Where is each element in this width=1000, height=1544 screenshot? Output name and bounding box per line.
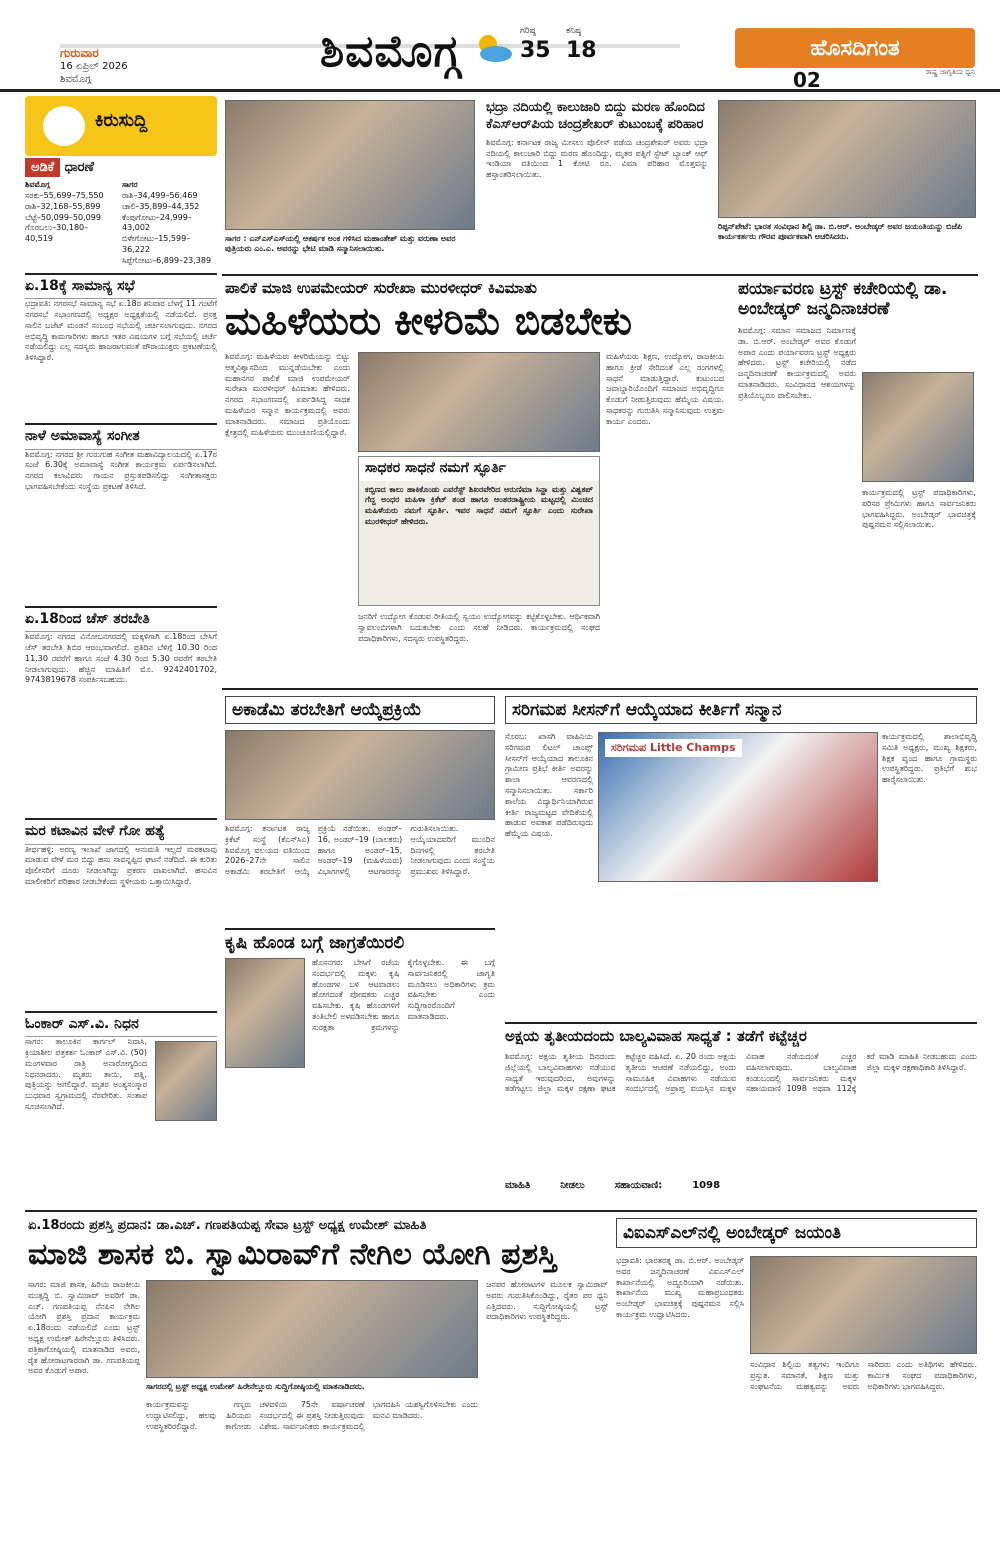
academy-body: ಶಿವಮೊಗ್ಗ: ಕರ್ನಾಟಕ ರಾಜ್ಯ ಕ್ರಿಕೆಟ್ ಸಂಸ್ಥೆ (ಕೆಎಸ್‌ಸಿಎ) ಶಿವಮೊಗ್ಗ ವಲಯದ ವತಿಯಿಂದ 2026–27ನೇ ಸಾಲಿನ ಅಕಾಡೆಮಿ ತರಬೇತಿಗೆ ಆಯ್ಕೆ ಪ್ರಕ್ರಿಯೆ ನಡೆಯಿತು. ಅಂಡರ್–16, ಅಂಡರ್–19 (ಬಾಲಕರು) ಹಾಗೂ ಅಂಡರ್–15, ಅಂಡರ್–19 (ಮಹಿಳೆಯರು) ವಿಭಾಗಗಳಲ್ಲಿ ಆಟಗಾರರನ್ನು ಗುರುತಿಸಲಾಯಿತು. ಆಯ್ಕೆಯಾದವರಿಗೆ ಮುಂದಿನ ದಿನಗಳಲ್ಲಿ ತರಬೇತಿ ನೀಡಲಾಗುವುದು ಎಂದು ಸಂಸ್ಥೆಯ ಪ್ರಮುಖರು ತಿಳಿಸಿದ್ದಾರೆ.	[225, 824, 495, 877]
kiru-suddi-title: ಕಿರುಸುದ್ದಿ	[95, 110, 148, 131]
temp-max: ಗರಿಷ್ಠ 35	[520, 26, 551, 64]
adike-title: ಧಾರಣೆ	[64, 160, 94, 175]
top-story	[486, 100, 708, 236]
award-body-c: ಜನಪರ ಹೋರಾಟಗಳ ಮೂಲಕ ಸ್ವಾಮಿರಾವ್ ಅವರು ಗುರುತಿಸಿಕೊಂಡಿದ್ದು, ರೈತರ ಪರ ಧ್ವನಿ ಎತ್ತಿದವರು. ಸುದ್ದಿಗೋಷ್ಠಿಯಲ್ಲಿ ಟ್ರಸ್ಟ್ ಪದಾಧಿಕಾರಿಗಳು ಉಪಸ್ಥಿತರಿದ್ದರು.	[486, 1280, 608, 1322]
obituary-photo	[155, 1041, 217, 1121]
brand-logo: ಹೊಸದಿಗಂತ	[735, 28, 975, 68]
academy-headline-box	[225, 696, 495, 724]
lead-body-c: ಜನರಿಗೆ ಉದ್ಯೋಗ ಕೊಡುವ ರೀತಿಯಲ್ಲಿ ಸ್ವಯಂ ಉದ್ಯೋಗವನ್ನು ಕಟ್ಟಿಕೊಳ್ಳಬೇಕು. ಆರ್ಥಿಕವಾಗಿ ಸ್ವಾವಲಂಬಿಗಳಾಗಿ ಬದುಕಬೇಕು ಎಂದು ಸಲಹೆ ನೀಡಿದರು. ಕಾರ್ಯಕ್ರಮದಲ್ಲಿ ಸಂಘದ ಪದಾಧಿಕಾರಿಗಳು, ಸದಸ್ಯರು ಉಪಸ್ಥಿತರಿದ್ದರು.	[358, 612, 600, 643]
price-row: ಚಾಲಿ–35,899–44,352	[122, 201, 200, 211]
prices-head-a: ಶಿವಮೊಗ್ಗ	[25, 180, 50, 190]
visl-photo	[750, 1256, 977, 1354]
city: ಶಿವಮೊಗ್ಗ	[60, 73, 92, 85]
brand-block	[735, 28, 975, 92]
sa-re-photo	[598, 732, 878, 882]
sa-re-headline: ಸರಿಗಮಪ ಸೀಸನ್‌ಗೆ ಆಯ್ಕೆಯಾದ ಕೀರ್ತಿಗೆ ಸನ್ಮಾನ	[512, 700, 782, 720]
visl-body-b: ಸಂವಿಧಾನ ಶಿಲ್ಪಿಯ ತತ್ವಗಳು ಇಂದಿಗೂ ಪ್ರಸ್ತುತ. ಸಮಾನತೆ, ಶಿಕ್ಷಣ ಮತ್ತು ಸಂಘಟನೆಯ ಮಹತ್ವವನ್ನು ಅವರು ಸಾರಿದರು ಎಂದು ಅತಿಥಿಗಳು ಹೇಳಿದರು. ಕಾರ್ಮಿಕ ಸಂಘದ ಪದಾಧಿಕಾರಿಗಳು, ಅಧಿಕಾರಿಗಳು ಭಾಗವಹಿಸಿದ್ದರು.	[750, 1360, 977, 1391]
award-kicker: ಏ.18ರಂದು ಪ್ರಶಸ್ತಿ ಪ್ರದಾನ: ಡಾ.ಎಚ್. ಗಣಪತಿಯಪ್ಪ ಸೇವಾ ಟ್ರಸ್ಟ್ ಅಧ್ಯಕ್ಷ ಉಮೇಶ್ ಮಾಹಿತಿ	[28, 1218, 427, 1233]
visl-body-a: ಭದ್ರಾವತಿ: ಭಾರತರತ್ನ ಡಾ. ಬಿ.ಆರ್. ಅಂಬೇಡ್ಕರ್ ಅವರ ಜನ್ಮದಿನಾಚರಣೆ ವಿಐಎಸ್‌ಎಲ್ ಕಾರ್ಖಾನೆಯಲ್ಲಿ ಅದ್ದೂರಿಯಾಗಿ ನಡೆಯಿತು. ಕಾರ್ಖಾನೆಯ ಮುಖ್ಯ ಮಹಾಪ್ರಬಂಧಕರು ಅಂಬೇಡ್ಕರ್ ಭಾವಚಿತ್ರಕ್ಕೆ ಪುಷ್ಪನಮನ ಸಲ್ಲಿಸಿ ಕಾರ್ಯಕ್ರಮ ಉದ್ಘಾಟಿಸಿದರು.	[616, 1256, 744, 1319]
date: 16 ಏಪ್ರಿಲ್ 2026	[60, 61, 128, 72]
academy-headline: ಅಕಾಡೆಮಿ ತರಬೇತಿಗೆ ಆಯ್ಕೆಪ್ರಕ್ರಿಯೆ	[232, 700, 422, 720]
page-number: 02	[793, 68, 821, 92]
quote-box	[358, 456, 600, 606]
divider	[25, 1210, 977, 1212]
award-caption: ಸಾಗರದಲ್ಲಿ ಟ್ರಸ್ಟ್ ಅಧ್ಯಕ್ಷ ಉಮೇಶ್ ಹಿರೇನೆಲ್ಲೂರು ಸುದ್ದಿಗೋಷ್ಠಿಯಲ್ಲಿ ಮಾತನಾಡಿದರು.	[146, 1382, 365, 1391]
hand-icon	[43, 106, 85, 146]
temp-min: ಕನಿಷ್ಠ 18	[566, 26, 597, 64]
news4-body: ತೀರ್ಥಹಳ್ಳಿ: ಅರಣ್ಯ ಇಲಾಖೆ ಜಾಗದಲ್ಲಿ ಅನುಮತಿ ಇಲ್ಲದೆ ಮರಕಟಾವು ಮಾಡುವ ವೇಳೆ ಮರ ಬಿದ್ದು ಹಸು ಸಾವನ್ನಪ್ಪಿದ ಘಟನೆ ನಡೆದಿದೆ. ಈ ಕುರಿತು ಪೊಲೀಸರಿಗೆ ದೂರು ನೀಡಲಾಗಿದ್ದು ಪ್ರಕರಣ ದಾಖಲಾಗಿದೆ. ಹಸುವಿನ ಮಾಲೀಕರಿಗೆ ಪರಿಹಾರ ನೀಡಬೇಕೆಂದು ಸ್ಥಳೀಯರು ಒತ್ತಾಯಿಸಿದ್ದಾರೆ.	[25, 844, 217, 887]
top-photo-1	[225, 100, 475, 230]
top-photo-3	[718, 100, 976, 218]
price-row: ಕೆಂಪುಗೋಟು–24,999–43,002	[122, 212, 192, 233]
lead-photo	[358, 352, 600, 452]
price-row: ಬಿಳೇಗೋಟು–15,599–36,222	[122, 234, 191, 255]
academy-photo	[225, 730, 495, 820]
arecanut-prices	[25, 180, 217, 266]
adike-tag: ಅಡಿಕೆ	[25, 158, 60, 177]
kiru-suddi-banner	[25, 96, 217, 156]
krishi-photo	[225, 958, 305, 1068]
news3-title: ಏ.18ರಿಂದ ಚೆಸ್ ತರಬೇತಿ	[25, 606, 217, 633]
news1-title: ಏ.18ಕ್ಕೆ ಸಾಮಾನ್ಯ ಸಭೆ	[25, 273, 217, 300]
adike-header	[25, 160, 217, 176]
lead-body-b: ಮಹಿಳೆಯರು ಶಿಕ್ಷಣ, ಉದ್ಯೋಗ, ರಾಜಕೀಯ ಹಾಗೂ ಕ್ರೀಡೆ ಸೇರಿದಂತೆ ಎಲ್ಲ ರಂಗಗಳಲ್ಲಿ ಸಾಧನೆ ಮಾಡುತ್ತಿದ್ದಾರೆ. ಕುಟುಂಬದ ಜವಾಬ್ದಾರಿಯೊಂದಿಗೆ ಸಮಾಜದ ಅಭಿವೃದ್ಧಿಗೂ ಕೊಡುಗೆ ನೀಡುತ್ತಿರುವುದು ಹೆಮ್ಮೆಯ ವಿಷಯ. ಸಾಧಕರನ್ನು ಗುರುತಿಸಿ ಸನ್ಮಾನಿಸುವುದು ಉತ್ತಮ ಕಾರ್ಯ ಎಂದರು.	[606, 352, 724, 426]
krishi-body: ಹೊಸನಗರ: ಬೇಸಿಗೆ ರಜೆಯ ಸಂದರ್ಭದಲ್ಲಿ ಮಕ್ಕಳು ಕೃಷಿ ಹೊಂಡಗಳ ಬಳಿ ಆಟವಾಡಲು ಹೋಗದಂತೆ ಪೋಷಕರು ಎಚ್ಚರ ವಹಿಸಬೇಕು. ಕೃಷಿ ಹೊಂಡಗಳಿಗೆ ತಂತಿಬೇಲಿ ಅಳವಡಿಸಬೇಕು ಹಾಗೂ ಸುರಕ್ಷತಾ ಕ್ರಮಗಳನ್ನು ಕೈಗೊಳ್ಳಬೇಕು. ಈ ಬಗ್ಗೆ ಸಾರ್ವಜನಿಕರಲ್ಲಿ ಜಾಗೃತಿ ಮೂಡಿಸಲು ಅಧಿಕಾರಿಗಳು ಕ್ರಮ ವಹಿಸಬೇಕು ಎಂದು ಸುದ್ದಿಗಾರರೊಂದಿಗೆ ಮಾತನಾಡಿದರು.	[312, 958, 495, 1032]
award-headline: ಮಾಜಿ ಶಾಸಕ ಬಿ. ಸ್ವಾಮಿರಾವ್‌ಗೆ ನೇಗಿಲ ಯೋಗಿ ಪ್ರಶಸ್ತಿ	[28, 1237, 557, 1272]
news2-title: ನಾಳೆ ಅಮಾವಾಸ್ಯೆ ಸಂಗೀತ	[25, 423, 217, 450]
visl-headline-box	[616, 1218, 977, 1248]
divider	[222, 688, 978, 690]
left-column	[25, 96, 217, 1297]
prices-col-a	[25, 180, 114, 266]
price-row: ಸಿಪ್ಪೆಗೋಟು–6,899–23,389	[122, 255, 212, 265]
env-photo	[862, 372, 974, 482]
child-helpline	[505, 1180, 977, 1193]
env-body-b: ಕಾರ್ಯಕ್ರಮದಲ್ಲಿ ಟ್ರಸ್ಟ್ ಪದಾಧಿಕಾರಿಗಳು, ಪರಿಸರ ಪ್ರೇಮಿಗಳು ಹಾಗೂ ಸಾರ್ವಜನಿಕರು ಭಾಗವಹಿಸಿದ್ದರು. ಅಂಬೇಡ್ಕರ್ ಭಾವಚಿತ್ರಕ್ಕೆ ಪುಷ್ಪನಮನ ಸಲ್ಲಿಸಲಾಯಿತು.	[862, 488, 976, 530]
price-row: ಗೊರಬಲು–30,180–40,519	[25, 223, 89, 244]
award-body-b: ಕಾರ್ಯಕ್ರಮವನ್ನು ಗಣ್ಯರು ಉದ್ಘಾಟಿಸಲಿದ್ದು, ಹಲವು ಹಿರಿಯರು ಉಪಸ್ಥಿತರಿರಲಿದ್ದಾರೆ. ಕಾಗೋಡು ಚಳವಳಿಯ 75ನೇ ವರ್ಷಾಚರಣೆ ಸಂದರ್ಭದಲ್ಲಿ ಈ ಪ್ರಶಸ್ತಿ ನೀಡುತ್ತಿರುವುದು ವಿಶೇಷ. ಸಾರ್ವಜನಿಕರು ಕಾರ್ಯಕ್ರಮದಲ್ಲಿ ಭಾಗವಹಿಸಿ ಯಶಸ್ವಿಗೊಳಿಸಬೇಕು ಎಂದು ಮನವಿ ಮಾಡಿದರು.	[146, 1400, 478, 1431]
child-headline: ಅಕ್ಷಯ ತೃತೀಯದಂದು ಬಾಲ್ಯವಿವಾಹ ಸಾಧ್ಯತೆ : ತಡೆಗೆ ಕಟ್ಟೆಚ್ಚರ	[505, 1022, 977, 1045]
masthead	[0, 0, 1000, 92]
krishi-headline: ಕೃಷಿ ಹೊಂಡ ಬಗ್ಗೆ ಜಾಗ್ರತೆಯಿರಲಿ	[225, 928, 495, 954]
quote-body: ಕಬ್ಬಿಣದ ಕಾಲು ಹಾಕಿಕೊಂಡು ಎವರೆಸ್ಟ್ ಶಿಖರವೇರಿದ ಅರುಣಿಮಾ ಸಿನ್ಹಾ ಮತ್ತು ವಿಶ್ವಕಪ್ ಗೆದ್ದ ಅಂಧರ ಮಹಿಳಾ ಕ್ರಿಕೆಟ್ ತಂಡ ಹಾಗೂ ಅಂತರರಾಷ್ಟ್ರೀಯ ಮಟ್ಟದಲ್ಲಿ ಮಿಂಚಿದ ಮಹಿಳೆಯರು ನಮಗೆ ಸ್ಫೂರ್ತಿ. ಇವರ ಸಾಧನೆ ನಮಗೆ ಸ್ಫೂರ್ತಿ ಎಂದು ಸುರೇಖಾ ಮುರಳೀಧರ್ ಹೇಳಿದರು.	[365, 484, 593, 526]
news2-body: ಶಿವಮೊಗ್ಗ: ನಗರದ ಶ್ರೀ ಗುರುಗುಹ ಸಂಗೀತ ಮಹಾವಿದ್ಯಾಲಯದಲ್ಲಿ ಏ.17ರ ಸಂಜೆ 6.30ಕ್ಕೆ ಅಮಾವಾಸ್ಯೆ ಸಂಗೀತ ಕಾರ್ಯಕ್ರಮ ಏರ್ಪಡಿಸಲಾಗಿದೆ. ನಗರದ ಕಲಾವಿದರು ಗಾಯನ ಪ್ರಸ್ತುತಪಡಿಸಲಿದ್ದು ಸಂಗೀತಾಸಕ್ತರು ಭಾಗವಹಿಸಬೇಕೆಂದು ಸಂಸ್ಥೆಯ ಪ್ರಕಟಣೆ ತಿಳಿಸಿದೆ.	[25, 449, 217, 492]
price-row: ಸರಕು–55,699–75,550	[25, 191, 104, 201]
top-caption-3: ರಿಪ್ಪನ್‌ಪೇಟೆ: ಭಾರತ ಸಂವಿಧಾನ ಶಿಲ್ಪಿ ಡಾ. ಬಿ.ಆರ್. ಅಂಬೇಡ್ಕರ್ ಅವರ ಜಯಂತಿಯನ್ನು ಬಿಜೆಪಿ ಕಾರ್ಯಕರ್ತರು ಗೌರವ ಪೂರ್ವಕವಾಗಿ ಆಚರಿಸಿದರು.	[718, 222, 963, 242]
prices-head-b: ಸಾಗರ	[122, 180, 138, 190]
lead-headline: ಮಹಿಳೆಯರು ಕೀಳರಿಮೆ ಬಿಡಬೇಕು	[225, 298, 632, 343]
page-title: ಶಿವಮೊಗ್ಗ	[320, 26, 461, 77]
sa-re-body-a: ಸೊರಬ: ಖಾಸಗಿ ವಾಹಿನಿಯ ಸರಿಗಮಪ ಲಿಟಲ್ ಚಾಂಪ್ಸ್ ಸೀಸನ್‌ಗೆ ಆಯ್ಕೆಯಾದ ತಾಲೂಕಿನ ಗ್ರಾಮೀಣ ಪ್ರತಿಭೆ ಕೀರ್ತಿ ಅವರನ್ನು ಶಾಲಾ ಆವರಣದಲ್ಲಿ ಸನ್ಮಾನಿಸಲಾಯಿತು. ಸರ್ಕಾರಿ ಶಾಲೆಯ ವಿದ್ಯಾರ್ಥಿನಿಯಾಗಿರುವ ಕೀರ್ತಿ ರಾಜ್ಯಮಟ್ಟದ ವೇದಿಕೆಯಲ್ಲಿ ಹಾಡುವ ಅವಕಾಶ ಪಡೆದಿರುವುದು ಹೆಮ್ಮೆಯ ವಿಷಯ.	[505, 732, 593, 839]
env-headline: ಪರ್ಯಾವರಣ ಟ್ರಸ್ಟ್ ಕಚೇರಿಯಲ್ಲಿ ಡಾ. ಅಂಬೇಡ್ಕರ್ ಜನ್ಮದಿನಾಚರಣೆ	[738, 279, 948, 319]
sa-re-photo-banner: ಸರಿಗಮಪ Little Champs	[605, 739, 742, 757]
weather-icon	[470, 30, 516, 64]
news4-title: ಮರ ಕಟಾವಿನ ವೇಳೆ ಗೋ ಹತ್ಯೆ	[25, 818, 217, 845]
helpline-word-2: ನೀಡಲು	[560, 1180, 585, 1191]
top-caption-1: ಸಾಗರ : ಎನ್‌ಎಸ್‌ಎಸ್‌ಯಲ್ಲಿ ಆಕರ್ಷಕ ಅಂಕ ಗಳಿಸಿದ ಮಹಾಂತೇಶ್ ಮತ್ತು ವರುಣಾ ಅವರ ಪುತ್ರಿಯರು ಎಂ.ಎ. ಅವರನ್ನು ಭೇಟಿ ಮಾಡಿ ಸನ್ಮಾನಿಸಲಾಯಿತು.	[225, 234, 456, 254]
brand-tagline: ರಾಷ್ಟ್ರ ಜಾಗೃತಿಯ ಧ್ವನಿ	[925, 68, 975, 76]
sa-re-body-b: ಕಾರ್ಯಕ್ರಮದಲ್ಲಿ ಶಾಲಾಭಿವೃದ್ಧಿ ಸಮಿತಿ ಅಧ್ಯಕ್ಷರು, ಮುಖ್ಯ ಶಿಕ್ಷಕರು, ಶಿಕ್ಷಕ ವೃಂದ ಹಾಗೂ ಗ್ರಾಮಸ್ಥರು ಉಪಸ್ಥಿತರಿದ್ದರು. ಪ್ರತಿಭೆಗೆ ಶುಭ ಹಾರೈಸಲಾಯಿತು.	[882, 732, 977, 785]
quote-title: ಸಾಧಕರ ಸಾಧನೆ ನಮಗೆ ಸ್ಫೂರ್ತಿ	[359, 457, 599, 481]
top-story-title: ಭದ್ರಾ ನದಿಯಲ್ಲಿ ಕಾಲುಜಾರಿ ಬಿದ್ದು ಮರಣ ಹೊಂದಿದ ಕೆಎಸ್‌ಆರ್‌ಪಿಯ ಚಂದ್ರಶೇಖರ್ ಕುಟುಂಬಕ್ಕೆ ಪರಿಹಾರ	[486, 100, 705, 132]
day-of-week: ಗುರುವಾರ	[60, 46, 99, 60]
masthead-date-block	[60, 46, 220, 86]
env-body-a: ಶಿವಮೊಗ್ಗ: ಸಮಾನ ಸಮಾಜದ ನಿರ್ಮಾಣಕ್ಕೆ ಡಾ. ಬಿ.ಆರ್. ಅಂಬೇಡ್ಕರ್ ಅವರ ಕೊಡುಗೆ ಅಪಾರ ಎಂದು ಪರ್ಯಾವರಣ ಟ್ರಸ್ಟ್ ಅಧ್ಯಕ್ಷರು ಹೇಳಿದರು. ಟ್ರಸ್ಟ್ ಕಚೇರಿಯಲ್ಲಿ ನಡೆದ ಜನ್ಮದಿನಾಚರಣೆ ಕಾರ್ಯಕ್ರಮದಲ್ಲಿ ಅವರು ಮಾತನಾಡಿದರು. ಸಂವಿಧಾನದ ಆಶಯಗಳನ್ನು ಪ್ರತಿಯೊಬ್ಬರೂ ಪಾಲಿಸಬೇಕು.	[738, 326, 856, 400]
lead-kicker: ಪಾಲಿಕೆ ಮಾಜಿ ಉಪಮೇಯರ್ ಸುರೇಖಾ ಮುರಳೀಧರ್ ಕಿವಿಮಾತು	[225, 279, 537, 297]
top-story-body: ಶಿವಮೊಗ್ಗ: ಕರ್ನಾಟಕ ರಾಜ್ಯ ಮೀಸಲು ಪೊಲೀಸ್ ಪಡೆಯ ಚಂದ್ರಶೇಖರ್ ಅವರು ಭದ್ರಾ ನದಿಯಲ್ಲಿ ಕಾಲುಜಾರಿ ಬಿದ್ದು ಮರಣ ಹೊಂದಿದ್ದು, ಮೃತರ ಪತ್ನಿಗೆ ಸ್ಟೇಟ್ ಬ್ಯಾಂಕ್ ಆಫ್ ಇಂಡಿಯಾ ವತಿಯಿಂದ 1 ಕೋಟಿ ರೂ. ವಿಮಾ ಪರಿಹಾರ ಮೊತ್ತವನ್ನು ಹಸ್ತಾಂತರಿಸಲಾಯಿತು.	[486, 137, 708, 180]
sa-re-headline-box	[505, 696, 977, 724]
helpline-word-3: ಸಹಾಯವಾಣಿ:	[614, 1180, 663, 1191]
news1-body: ಭದ್ರಾವತಿ: ನಗರಸಭೆ ಸಾಮಾನ್ಯ ಸಭೆ ಏ.18ರ ಶನಿವಾರ ಬೆಳಗ್ಗೆ 11 ಗಂಟೆಗೆ ನಗರಸಭೆ ಸಭಾಂಗಣದಲ್ಲಿ ಅಧ್ಯಕ್ಷರ ಅಧ್ಯಕ್ಷತೆಯಲ್ಲಿ ನಡೆಯಲಿದೆ. ಪ್ರಸಕ್ತ ಸಾಲಿನ ಬಜೆಟ್ ಮಂಡನೆ ಸಂಬಂಧ ಸಭೆಯಲ್ಲಿ ಚರ್ಚಿಸಲಾಗುವುದು. ನಗರದ ಅಭಿವೃದ್ಧಿ ಕಾಮಗಾರಿಗಳು ಹಾಗೂ ಇತರ ವಿಷಯಗಳ ಬಗ್ಗೆ ಸಭೆಯಲ್ಲಿ ಚರ್ಚೆ ನಡೆಯಲಿದ್ದು ಎಲ್ಲ ಸದಸ್ಯರು ಹಾಜರಾಗುವಂತೆ ಪೌರಾಯುಕ್ತರು ಪ್ರಕಟಣೆಯಲ್ಲಿ ತಿಳಿಸಿದ್ದಾರೆ.	[25, 299, 217, 363]
helpline-number: 1098	[692, 1180, 721, 1191]
prices-col-b	[122, 180, 217, 266]
award-photo	[146, 1280, 478, 1378]
visl-headline: ವಿಐಎಸ್‌ಎಲ್‌ನಲ್ಲಿ ಅಂಬೇಡ್ಕರ್ ಜಯಂತಿ	[623, 1223, 842, 1243]
news3-body: ಶಿವಮೊಗ್ಗ: ನಗರದ ವಿನೋಬನಗರದಲ್ಲಿ ಮಕ್ಕಳಿಗಾಗಿ ಏ.18ರಿಂದ ಬೇಸಿಗೆ ಚೆಸ್ ತರಬೇತಿ ಶಿಬಿರ ಆರಂಭವಾಗಲಿದೆ. ಪ್ರತಿದಿನ ಬೆಳಿಗ್ಗೆ 10.30 ರಿಂದ 11.30 ರವರೆಗೆ ಹಾಗೂ ಸಂಜೆ 4.30 ರಿಂದ 5.30 ರವರೆಗೆ ತರಬೇತಿ ನೀಡಲಾಗುವುದು. ಹೆಚ್ಚಿನ ಮಾಹಿತಿಗೆ ಮೊ. 9242401702, 9743819678 ಸಂಪರ್ಕಿಸಬಹುದು.	[25, 632, 217, 685]
price-row: ರಾಶಿ–32,168–55,899	[25, 201, 101, 211]
helpline-word-1: ಮಾಹಿತಿ	[505, 1180, 531, 1191]
divider	[222, 274, 978, 276]
child-body: ಶಿವಮೊಗ್ಗ: ಅಕ್ಷಯ ತೃತೀಯ ದಿನದಂದು ಜಿಲ್ಲೆಯಲ್ಲಿ ಬಾಲ್ಯವಿವಾಹಗಳು ನಡೆಯುವ ಸಾಧ್ಯತೆ ಇರುವುದರಿಂದ, ಅವುಗಳನ್ನು ತಡೆಗಟ್ಟಲು ಜಿಲ್ಲಾ ಮಕ್ಕಳ ರಕ್ಷಣಾ ಘಟಕ ಕಟ್ಟೆಚ್ಚರ ವಹಿಸಿದೆ. ಏ. 20 ರಂದು ಅಕ್ಷಯ ತೃತೀಯ ಆಚರಣೆ ನಡೆಯಲಿದ್ದು, ಅಂದು ಸಾಮೂಹಿಕ ವಿವಾಹಗಳು ನಡೆಯುವ ಸಂದರ್ಭದಲ್ಲಿ ಅಪ್ರಾಪ್ತ ವಯಸ್ಸಿನ ಮಕ್ಕಳ ವಿವಾಹ ನಡೆಯದಂತೆ ಎಚ್ಚರ ವಹಿಸಲಾಗುವುದು. ಬಾಲ್ಯವಿವಾಹ ಕಂಡುಬಂದಲ್ಲಿ ಸಾರ್ವಜನಿಕರು ಮಕ್ಕಳ ಸಹಾಯವಾಣಿ 1098 ಅಥವಾ 112ಕ್ಕೆ ಕರೆ ಮಾಡಿ ಮಾಹಿತಿ ನೀಡಬಹುದು ಎಂದು ಜಿಲ್ಲಾ ಮಕ್ಕಳ ರಕ್ಷಣಾಧಿಕಾರಿ ತಿಳಿಸಿದ್ದಾರೆ.	[505, 1052, 977, 1094]
lead-body-a: ಶಿವಮೊಗ್ಗ: ಮಹಿಳೆಯರು ಕೀಳರಿಮೆಯನ್ನು ಬಿಟ್ಟು ಆತ್ಮವಿಶ್ವಾಸದಿಂದ ಮುನ್ನಡೆಯಬೇಕು ಎಂದು ಮಹಾನಗರ ಪಾಲಿಕೆ ಮಾಜಿ ಉಪಮೇಯರ್ ಸುರೇಖಾ ಮುರಳೀಧರ್ ಕಿವಿಮಾತು ಹೇಳಿದರು. ನಗರದ ಸಭಾಂಗಣದಲ್ಲಿ ಏರ್ಪಡಿಸಿದ್ದ ಸಾಧಕ ಮಹಿಳೆಯರ ಸನ್ಮಾನ ಕಾರ್ಯಕ್ರಮದಲ್ಲಿ ಅವರು ಮಾತನಾಡಿದರು. ಸಮಾಜದ ಪ್ರತಿಯೊಂದು ಕ್ಷೇತ್ರದಲ್ಲಿ ಮಹಿಳೆಯರು ಮುಂಚೂಣಿಯಲ್ಲಿದ್ದಾರೆ.	[225, 352, 350, 437]
price-row: ಬೆಟ್ಟೆ–50,099–50,099	[25, 212, 101, 222]
news5-title: ಓಂಕಾರ್ ಎಸ್.ವಿ. ನಿಧನ	[25, 1011, 217, 1038]
price-row: ರಾಶಿ–34,499–56,469	[122, 191, 198, 201]
award-body-a: ಸಾಗರ: ಮಾಜಿ ಶಾಸಕ, ಹಿರಿಯ ರಾಜಕೀಯ ಮುತ್ಸದ್ದಿ ಬಿ. ಸ್ವಾಮಿರಾವ್ ಅವರಿಗೆ ಡಾ. ಎಚ್. ಗಣಪತಿಯಪ್ಪ ನೆನಪಿನ ನೇಗಿಲ ಯೋಗಿ ಪ್ರಶಸ್ತಿ ಪ್ರದಾನ ಕಾರ್ಯಕ್ರಮ ಏ.18ರಂದು ನಡೆಯಲಿದೆ ಎಂದು ಟ್ರಸ್ಟ್ ಅಧ್ಯಕ್ಷ ಉಮೇಶ್ ಹಿರೇನೆಲ್ಲೂರು ತಿಳಿಸಿದರು. ಪತ್ರಿಕಾಗೋಷ್ಠಿಯಲ್ಲಿ ಮಾತನಾಡಿದ ಅವರು, ರೈತ ಹೋರಾಟಗಾರರಾಗಿ ಡಾ. ಗಣಪತಿಯಪ್ಪ ಅವರ ಕೊಡುಗೆ ಅಪಾರ.	[28, 1280, 140, 1376]
news5-body: ಸಾಗರ: ತಾಲೂಕಿನ ಕಾರ್ಗಲ್ ನಿವಾಸಿ, ಕ್ರಿಯಾಶೀಲ ಪತ್ರಕರ್ತ ಓಂಕಾರ್ ಎಸ್.ವಿ. (50) ಮಂಗಳವಾರ ರಾತ್ರಿ ಅನಾರೋಗ್ಯದಿಂದ ನಿಧನರಾದರು. ಮೃತರು ತಾಯಿ, ಪತ್ನಿ, ಪುತ್ರಿಯನ್ನು ಅಗಲಿದ್ದಾರೆ. ಮೃತರ ಅಂತ್ಯಸಂಸ್ಕಾರ ಬುಧವಾರ ಸ್ವಗ್ರಾಮದಲ್ಲಿ ನೆರವೇರಿತು. ಸಂತಾಪ ಸೂಚಿಸಲಾಗಿದೆ.	[25, 1037, 147, 1111]
